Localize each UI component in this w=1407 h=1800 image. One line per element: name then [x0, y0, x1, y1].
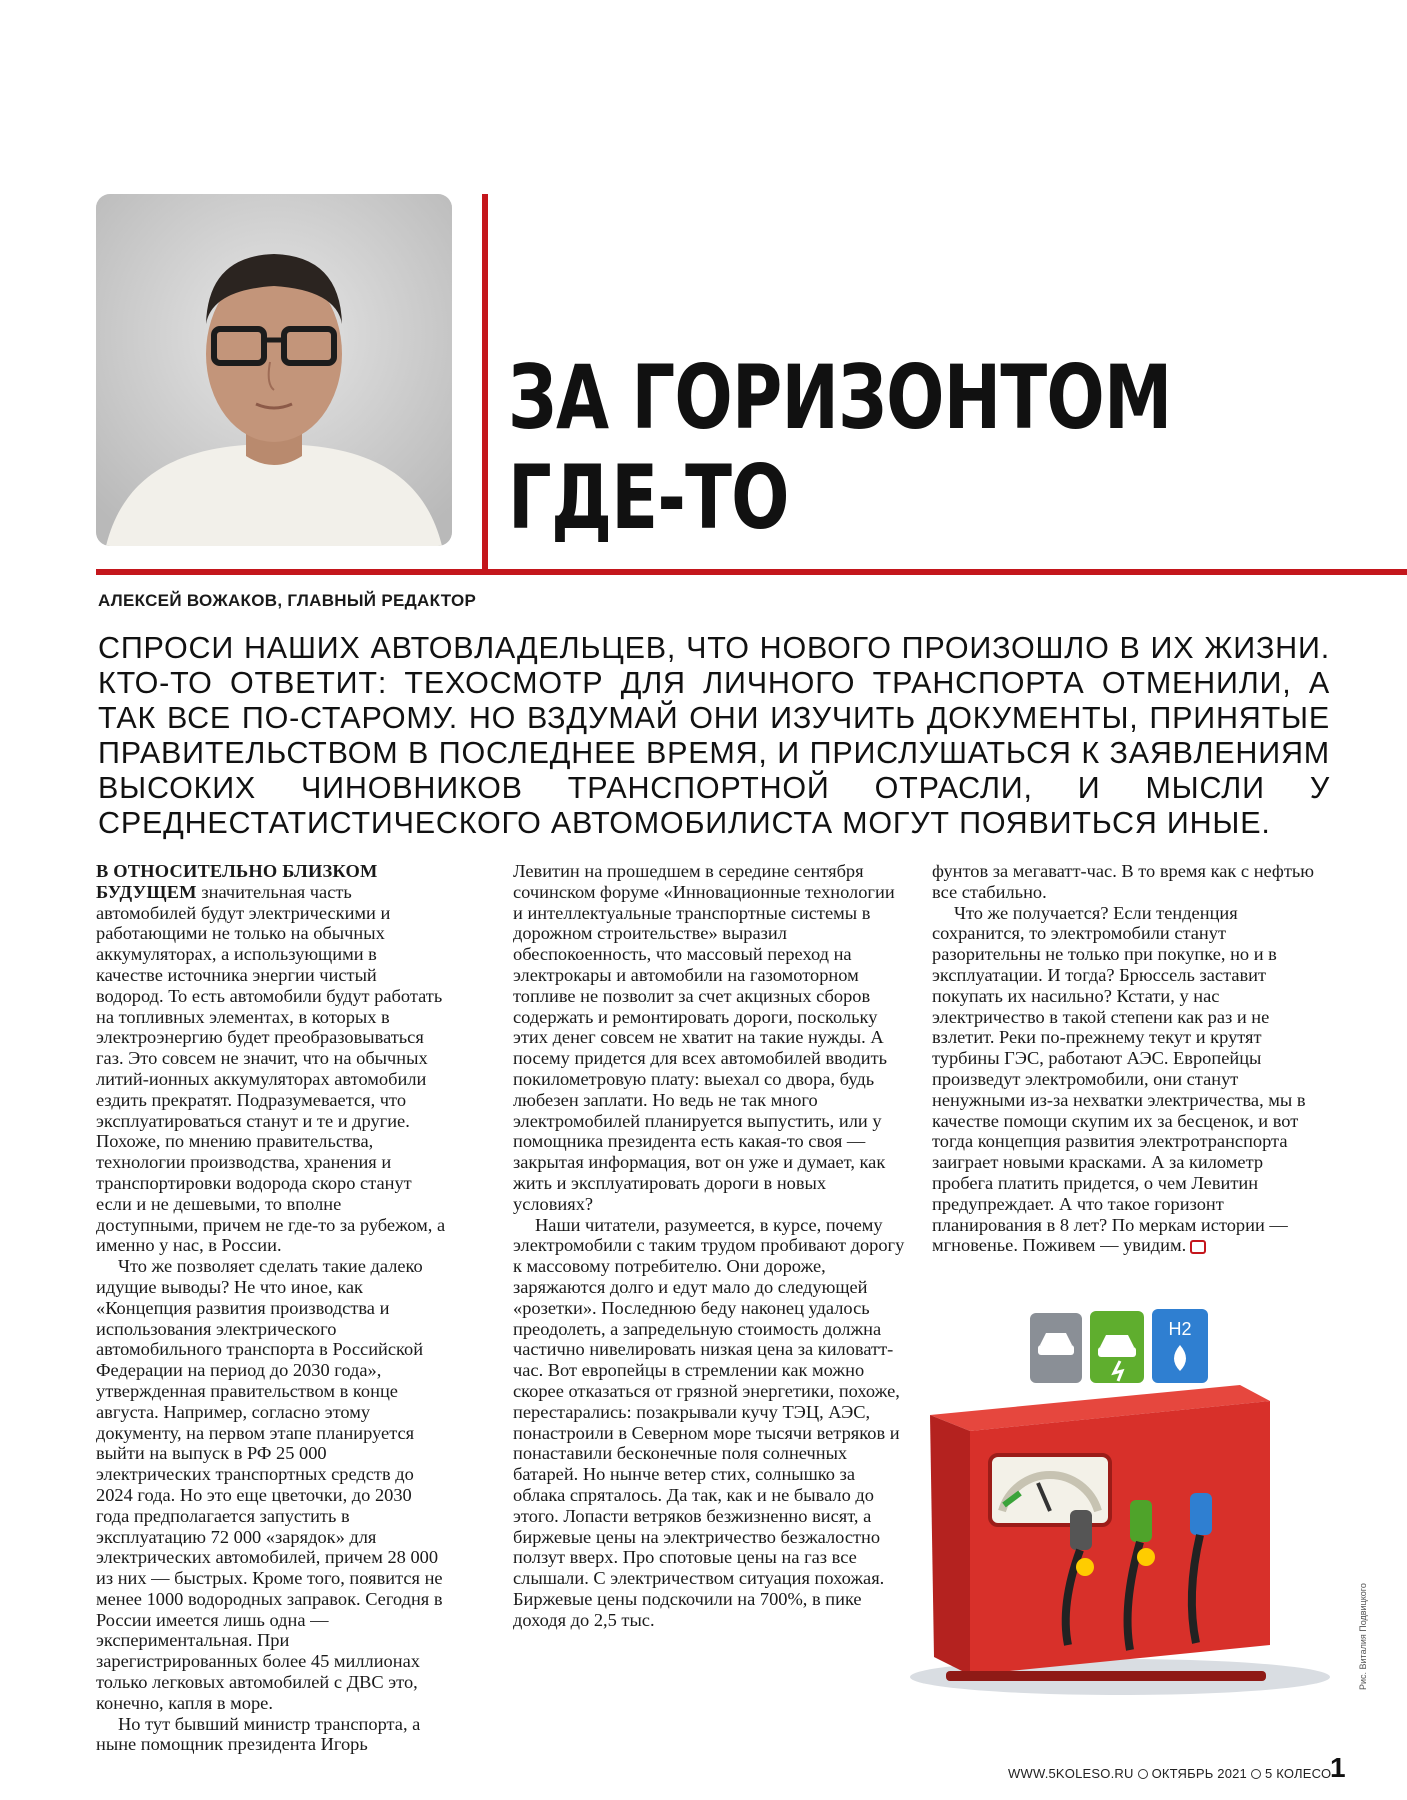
- end-of-article-icon: [1190, 1240, 1206, 1254]
- title-vertical-rule: [482, 194, 488, 569]
- paragraph-text: Что же получается? Если тенденция сохранится, то электромобили станут разорительны не только при покупке, но и в эксплуатации. И тогда? Брюссель заставит покупать их насильно? Кстати, у нас электричество в такой степени как раз и не взлетит. Реки по-прежнему текут и крутят турбины ГЭС, работают АЭС. Европейцы произведут электромобили, они станут ненужными из-за нехватки электричества, мы в качестве помощи скупим их за бесценок, и вот тогда концепция развития электротранспорта заиграет новыми красками. А за километр пробега платить придется, о чем Левитин предупреждает. А что такое горизонт планирования в 8 лет? По меркам истории — мгновенье. Поживем — увидим.: [932, 902, 1306, 1256]
- paragraph: Левитин на прошедшем в середине сентября сочинском форуме «Инновационные технологии и интеллектуальные транспортные системы в дорожном строительстве» выразил обеспокоенность, что массовый переход на электрокары и автомобили на газомоторном топливе не позволит за счет акцизных сборов содержать и ремонтировать дороги, поскольку этих денег совсем не хватит на такие нужды. А посему придется для всех автомобилей вводить покилометровую плату: выехал со двора, будь любезен заплати. Но ведь не так много электромобилей планируется выпустить, или у помощника президента есть какая-то своя — закрытая информация, вот он уже и думает, как жить и эксплуатировать дороги в новых условиях?: [513, 861, 895, 1214]
- paragraph-text: значительная часть автомобилей будут электрическими и работающими не только на обычных аккумуляторах, а использующими в качестве источника энергии чистый водород. То есть автомобили будут работать на топливных элементах, в которых в электроэнергию будет преобразовываться газ. Это совсем не значит, что на обычных литий-ионных аккумуляторах автомобили ездить прекратят. Подразумевается, что эксплуатироваться станут и те и другие. Похоже, по мнению правительства, технологии производства, хранения и транспортировки водорода скоро станут если и не дешевыми, то вполне доступными, причем не где-то за рубежом, а именно у нас, в России.: [96, 881, 446, 1256]
- author-photo: [96, 194, 452, 546]
- fuel-pump-illustration: [890, 1305, 1350, 1705]
- column-2: [513, 861, 905, 1630]
- hydrogen-sign: [1152, 1309, 1208, 1383]
- paragraph: Но тут бывший министр транспорта, а ныне помощник президента Игорь: [96, 1713, 421, 1755]
- electric-car-sign: [1090, 1311, 1144, 1383]
- page-number: 1: [1330, 1752, 1346, 1783]
- footer-magazine: 5 КОЛЕСО: [1265, 1766, 1332, 1781]
- title-line-2: ГДЕ-ТО: [508, 446, 789, 549]
- byline: АЛЕКСЕЙ ВОЖАКОВ, ГЛАВНЫЙ РЕДАКТОР: [98, 591, 477, 610]
- separator-icon: [1251, 1769, 1261, 1779]
- paragraph: [932, 903, 1317, 1257]
- page-footer: [1008, 1766, 1331, 1781]
- hydrogen-label: H2: [1168, 1319, 1192, 1339]
- paragraph: [96, 861, 446, 1256]
- lead-paragraph: СПРОСИ НАШИХ АВТОВЛАДЕЛЬЦЕВ, ЧТО НОВОГО ПРОИЗОШЛО В ИХ ЖИЗНИ. КТО-ТО ОТВЕТИТ: ТЕХОСМОТР ДЛЯ ЛИЧНОГО ТРАНСПОРТА ОТМЕНИЛИ, А ТАК ВСЕ ПО-СТАРОМУ. НО ВЗДУМАЙ ОНИ ИЗУЧИТЬ ДОКУМЕНТЫ, ПРИНЯТЫЕ ПРАВИТЕЛЬСТВОМ В ПОСЛЕДНЕЕ ВРЕМЯ, И ПРИСЛУШАТЬСЯ К ЗАЯВЛЕНИЯМ ВЫСОКИХ ЧИНОВНИКОВ ТРАНСПОРТНОЙ ОТРАСЛИ, И МЫСЛИ У СРЕДНЕСТАТИСТИЧЕСКОГО АВТОМОБИЛИСТА МОГУТ ПОЯВИТЬСЯ ИНЫЕ.: [98, 631, 1330, 840]
- column-1: [96, 861, 446, 1755]
- gas-car-sign: [1030, 1313, 1082, 1383]
- drop-in-phrase: В ОТНОСИТЕЛЬНО БЛИЗКОМ БУДУЩЕМ: [96, 861, 378, 902]
- footer-site: WWW.5KOLESO.RU: [1008, 1766, 1134, 1781]
- footer-issue: ОКТЯБРЬ 2021: [1151, 1766, 1247, 1781]
- paragraph: фунтов за мегаватт-час. В то время как с нефтью все стабильно.: [932, 861, 1314, 902]
- paragraph: Наши читатели, разумеется, в курсе, почему электромобили с таким трудом пробивают дорогу к массовому потребителю. Они дороже, заряжаются долго и едут мало до следующей «розетки». Последнюю беду наконец удалось преодолеть, а запредельную стоимость должна частично нивелировать низкая цена за киловатт-час. Вот европейцы в стремлении как можно скорее отказаться от грязной энергетики, похоже, перестарались: позакрывали кучу ТЭЦ, АЭС, понастроили в Северном море тысячи ветряков и понаставили бесконечные поля солнечных батарей. Но нынче ветер стих, солнышко за облака спряталось. Да так, как и не бывало до этого. Лопасти ветряков безжизненно висят, а биржевые цены на электричество безжалостно ползут вверх. Про спотовые цены на газ все слышали. С электричеством ситуация похожая. Биржевые цены подскочили на 700%, в пике доходя до 2,5 тыс.: [513, 1214, 905, 1630]
- illustration-credit: Рис. Виталия Подвицкого: [1358, 1583, 1368, 1690]
- paragraph: Что же позволяет сделать такие далеко идущие выводы? Не что иное, как «Концепция развития производства и использования электрического автомобильного транспорта в Российской Федерации на период до 2030 года», утвержденная правительством в конце августа. Например, согласно этому документу, на первом этапе планируется выйти на выпуск в РФ 25 000 электрических транспортных средств до 2024 года. Но это еще цветочки, до 2030 года предполагается запустить в эксплуатацию 72 000 «зарядок» для электрических автомобилей, причем 28 000 из них — быстрых. Кроме того, появится не менее 1000 водородных заправок. Сегодня в России имеется лишь одна — экспериментальная. При зарегистрированных более 45 миллионах только легковых автомобилей с ДВС это, конечно, капля в море.: [96, 1256, 443, 1713]
- title-line-1: ЗА ГОРИЗОНТОМ: [508, 346, 1172, 449]
- separator-icon: [1138, 1769, 1148, 1779]
- column-3: [932, 861, 1317, 1256]
- title-horizontal-rule: [96, 569, 1407, 575]
- article-title: [508, 348, 1172, 548]
